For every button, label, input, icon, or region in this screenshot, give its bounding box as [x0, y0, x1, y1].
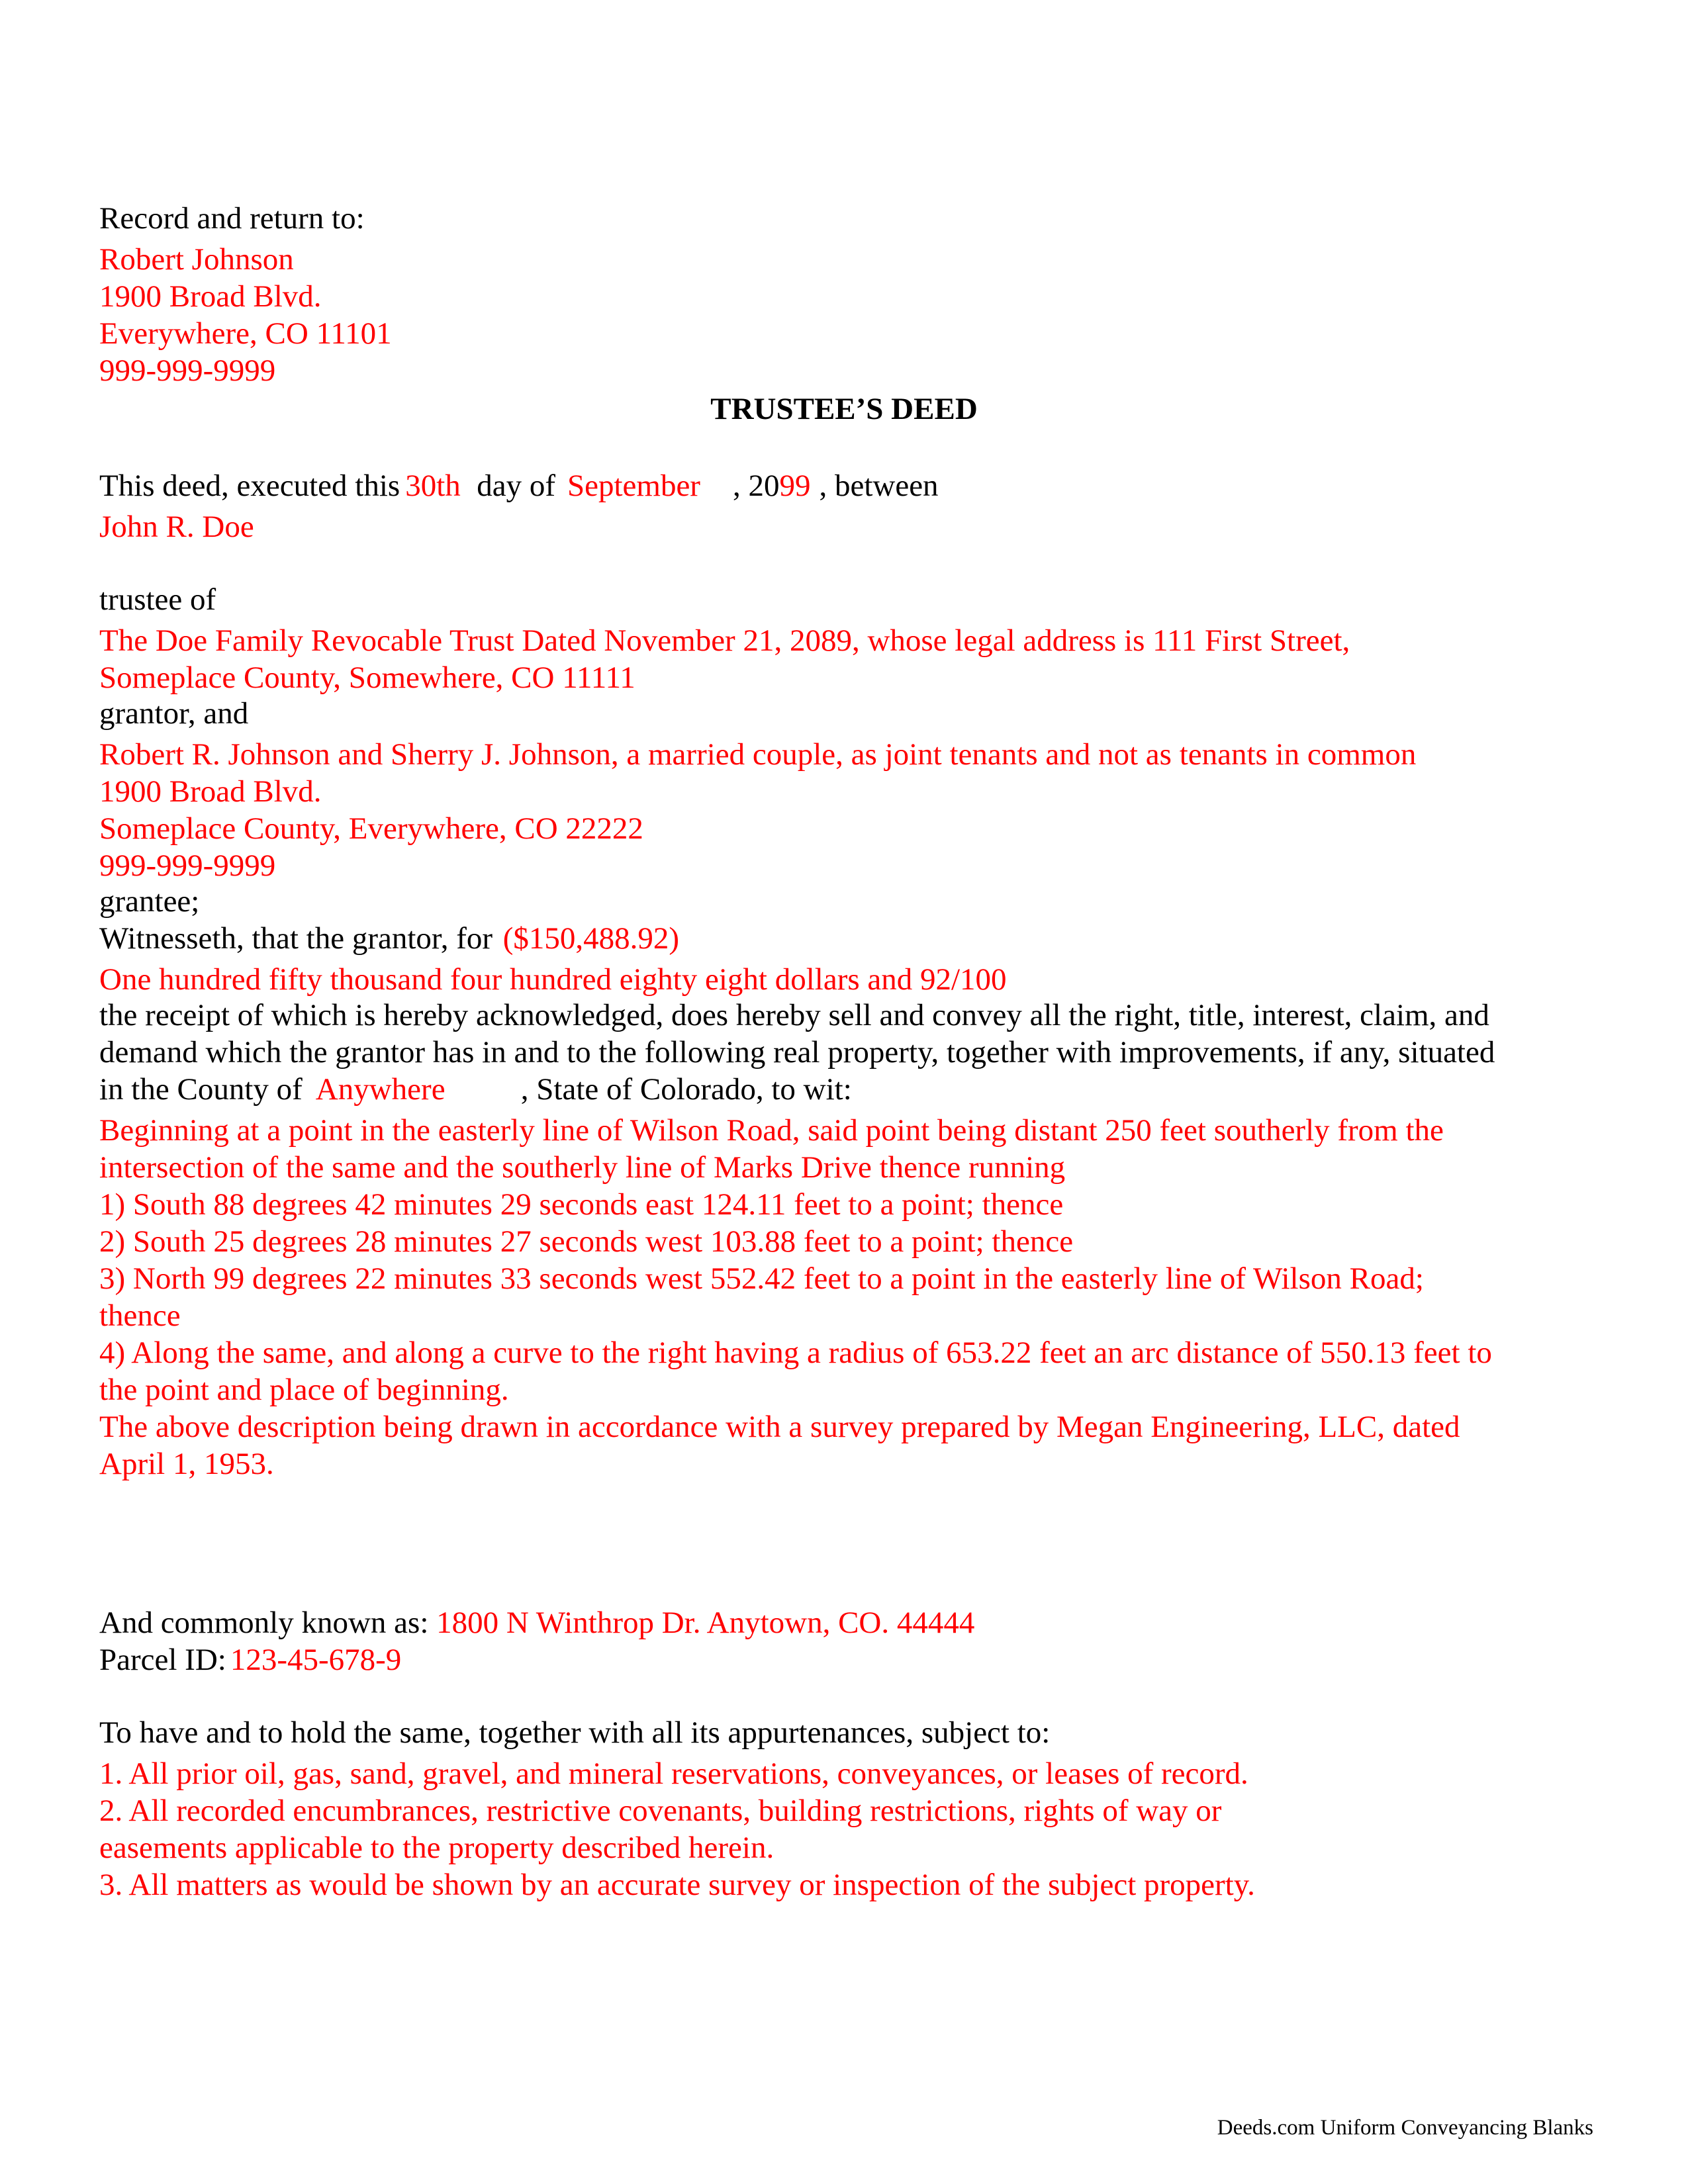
legal-description-line: The above description being drawn in accordance with a survey prepared by Megan Engineering, LLC, dated — [99, 1410, 1460, 1444]
consideration-words: One hundred fifty thousand four hundred eighty eight dollars and 92/100 — [99, 962, 1007, 997]
trust-line: The Doe Family Revocable Trust Dated November 21, 2089, whose legal address is 111 First Street, — [99, 623, 1350, 658]
grantee-line: Someplace County, Everywhere, CO 22222 — [99, 811, 643, 846]
consideration-amount: ($150,488.92) — [502, 921, 680, 956]
trustee-name: John R. Doe — [99, 510, 254, 544]
legal-description-line: 1) South 88 degrees 42 minutes 29 seconds east 124.11 feet to a point; thence — [99, 1187, 1064, 1222]
footer-text: Deeds.com Uniform Conveyancing Blanks — [1217, 2116, 1593, 2140]
return-street: 1900 Broad Blvd. — [99, 279, 322, 314]
legal-description-line: Beginning at a point in the easterly line of Wilson Road, said point being distant 250 feet southerly from the — [99, 1113, 1444, 1148]
legal-description-line: 2) South 25 degrees 28 minutes 27 seconds west 103.88 feet to a point; thence — [99, 1224, 1074, 1259]
execution-between: , between — [819, 469, 939, 503]
grantee-line: 999-999-9999 — [99, 848, 276, 883]
known-as-label: And commonly known as: — [99, 1606, 429, 1640]
county-prefix: in the County of — [99, 1072, 303, 1107]
county-line — [99, 1071, 852, 1108]
execution-prefix: This deed, executed this — [99, 469, 400, 503]
legal-description-line: April 1, 1953. — [99, 1447, 274, 1481]
receipt-line: the receipt of which is hereby acknowledged, does hereby sell and convey all the right, title, interest, claim, and — [99, 998, 1489, 1032]
return-city: Everywhere, CO 11101 — [99, 316, 392, 351]
execution-month: September — [567, 469, 700, 503]
grantor-label: grantor, and — [99, 696, 249, 731]
execution-day-of: day of — [477, 469, 555, 503]
execution-line — [99, 467, 939, 504]
document-title: TRUSTEE’S DEED — [710, 392, 978, 426]
county-suffix: , State of Colorado, to wit: — [520, 1072, 852, 1107]
parcel-line — [99, 1641, 401, 1678]
consideration-line — [99, 920, 679, 957]
execution-day: 30th — [405, 469, 461, 503]
known-as-value: 1800 N Winthrop Dr. Anytown, CO. 44444 — [436, 1606, 975, 1640]
subject-to-line: 1. All prior oil, gas, sand, gravel, and mineral reservations, conveyances, or leases of record. — [99, 1756, 1248, 1791]
execution-year: 99 — [779, 469, 811, 503]
parcel-value: 123-45-678-9 — [230, 1643, 402, 1677]
parcel-label: Parcel ID: — [99, 1643, 226, 1677]
receipt-line: demand which the grantor has in and to the following real property, together with improvements, if any, situated — [99, 1035, 1495, 1069]
execution-year-prefix: , 20 — [732, 469, 780, 503]
return-to-label: Record and return to: — [99, 201, 365, 236]
trustee-of-label: trustee of — [99, 582, 216, 617]
legal-description-line: 3) North 99 degrees 22 minutes 33 seconds west 552.42 feet to a point in the easterly line of Wilson Road; — [99, 1261, 1424, 1296]
legal-description-line: intersection of the same and the southerly line of Marks Drive thence running — [99, 1150, 1066, 1185]
habendum-text: To have and to hold the same, together with all its appurtenances, subject to: — [99, 1715, 1051, 1750]
known-as-line — [99, 1604, 974, 1641]
return-name: Robert Johnson — [99, 242, 294, 277]
legal-description-line: the point and place of beginning. — [99, 1373, 509, 1407]
return-phone: 999-999-9999 — [99, 353, 276, 388]
subject-to-line: easements applicable to the property described herein. — [99, 1831, 774, 1865]
grantee-line: Robert R. Johnson and Sherry J. Johnson, a married couple, as joint tenants and not as tenants in common — [99, 737, 1417, 772]
subject-to-line: 2. All recorded encumbrances, restrictive covenants, building restrictions, rights of way or — [99, 1794, 1222, 1828]
grantee-label: grantee; — [99, 884, 200, 919]
consideration-prefix: Witnesseth, that the grantor, for — [99, 921, 492, 956]
county-value: Anywhere — [315, 1072, 445, 1107]
trust-line: Someplace County, Somewhere, CO 11111 — [99, 660, 635, 695]
legal-description-line: 4) Along the same, and along a curve to the right having a radius of 653.22 feet an arc distance of 550.13 feet to — [99, 1336, 1492, 1370]
grantee-line: 1900 Broad Blvd. — [99, 774, 322, 809]
legal-description-line: thence — [99, 1298, 181, 1333]
subject-to-line: 3. All matters as would be shown by an accurate survey or inspection of the subject property. — [99, 1868, 1255, 1902]
